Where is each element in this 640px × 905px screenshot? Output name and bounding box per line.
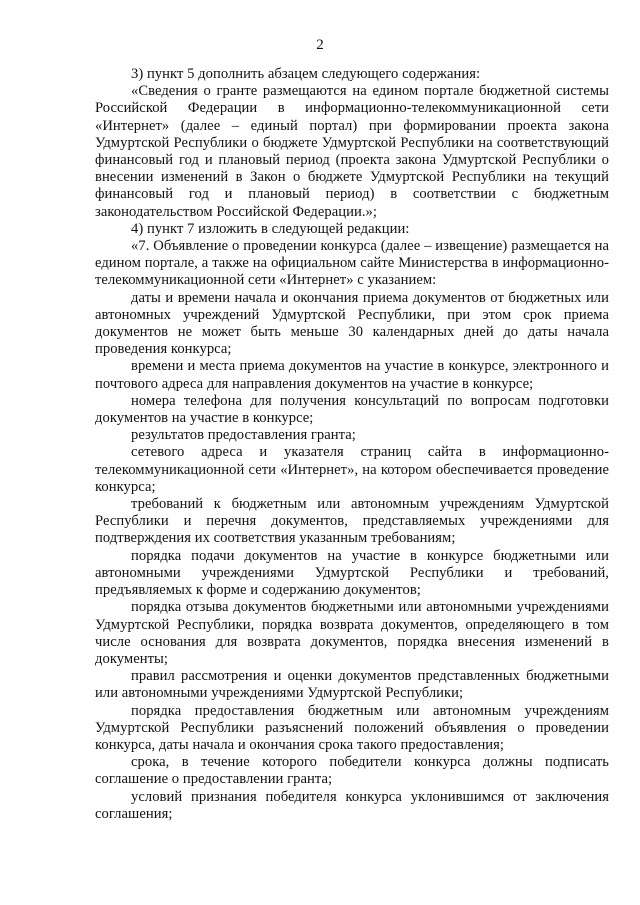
list-item-document-place: времени и места приема документов на участие в конкурсе, электронного и почтового адреса для направления документов на участие в конкурсе; (95, 358, 609, 392)
list-item-evaluation-rules: правил рассмотрения и оценки документов представленных бюджетными или автономными учреждениями Удмуртской Республики; (95, 668, 609, 702)
list-item-phone-number: номера телефона для получения консультаций по вопросам подготовки документов на участие в конкурсе; (95, 392, 609, 427)
page-number: 2 (316, 37, 324, 53)
paragraph-item-3: 3) пункт 5 дополнить абзацем следующего содержания: (131, 66, 481, 82)
list-item-grant-results: результатов предоставления гранта; (131, 427, 356, 444)
list-item-clarification-procedure: порядка предоставления бюджетным или автономным учреждениям Удмуртской Республики разъяснений положений объявления о проведении конкурса, даты начала и окончания срока такого предоставления; (95, 702, 609, 753)
list-item-submission-procedure: порядка подачи документов на участие в конкурсе бюджетными или автономными учреждениями Удмуртской Республики и требований, предъявляемых к форме и содержанию документов; (95, 547, 609, 599)
list-item-signing-deadline: срока, в течение которого победители конкурса должны подписать соглашение о предоставлении гранта; (95, 754, 609, 788)
list-item-network-address: сетевого адреса и указателя страниц сайта в информационно-телекоммуникационной сети «Интернет», на котором обеспечивается проведение конкурса; (95, 444, 609, 495)
document-body (95, 66, 609, 823)
paragraph-item-4: 4) пункт 7 изложить в следующей редакции: (131, 220, 410, 237)
list-item-withdrawal-procedure: порядка отзыва документов бюджетными или автономными учреждениями Удмуртской Республики, порядка возврата документов, определяющего в том числе основания для возврата документов, порядка внесения изменений в документы; (95, 599, 609, 667)
list-item-requirements: требований к бюджетным или автономным учреждениям Удмуртской Республики и перечня документов, представляемых учреждениями для подтверждения их соответствия указанным требованиям; (95, 496, 609, 547)
list-item-evasion-conditions: условий признания победителя конкурса уклонившимся от заключения соглашения; (95, 788, 609, 822)
paragraph-competition-announcement: «7. Объявление о проведении конкурса (далее – извещение) размещается на едином портале, а также на официальном сайте Министерства в информационно-телекоммуникационной сети «Интернет» с указанием: (95, 238, 609, 289)
list-item-document-dates: даты и времени начала и окончания приема документов от бюджетных или автономных учреждений Удмуртской Республики, при этом срок приема документов не может быть меньше 30 календарных дней до даты начала проведения конкурса; (95, 289, 609, 358)
paragraph-grant-info-placement: «Сведения о гранте размещаются на едином портале бюджетной системы Российской Федерации в информационно-телекоммуникационной сети «Интернет» (далее – единый портал) при формировании проекта закона Удмуртской Республики о бюджете Удмуртской Республики на соответствующий финансовый год и плановый период (проекта закона Удмуртской Республики о внесении изменений в Закон о бюджете Удмуртской Республики на текущий финансовый год и плановый период) в соответствии с бюджетным законодательством Российской Федерации.»; (95, 83, 609, 220)
